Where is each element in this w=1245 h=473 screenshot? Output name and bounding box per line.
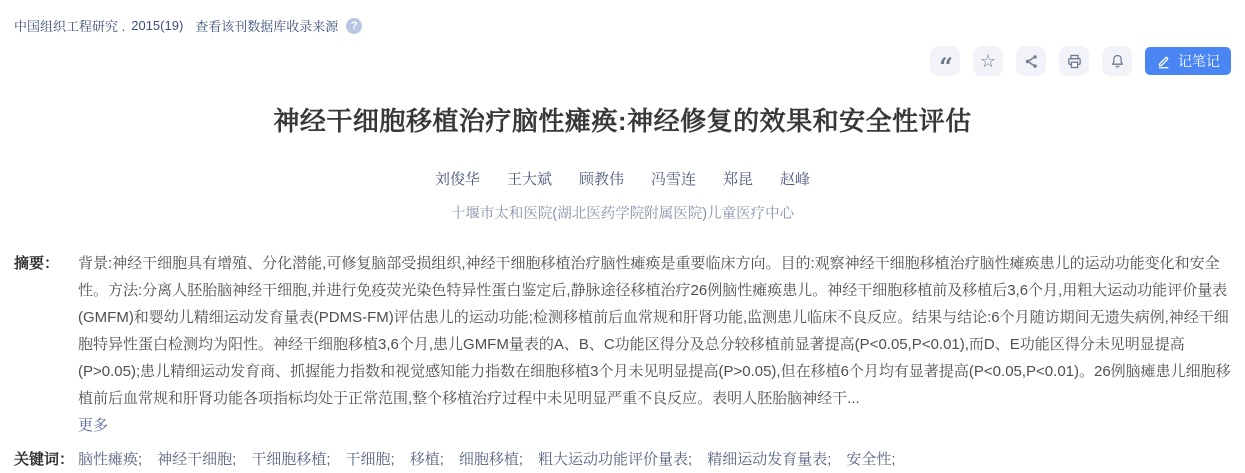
share-icon[interactable] <box>1016 46 1046 76</box>
keyword-link[interactable]: 粗大运动功能评价量表; <box>538 451 693 468</box>
author-link[interactable]: 冯雪连 <box>651 171 697 188</box>
take-notes-button[interactable] <box>1145 47 1231 75</box>
author-link[interactable]: 刘俊华 <box>434 171 480 188</box>
help-icon[interactable]: ? <box>346 18 362 34</box>
take-notes-label: 记笔记 <box>1178 53 1220 69</box>
more-link[interactable]: 更多 <box>78 417 109 434</box>
author-link[interactable]: 郑昆 <box>723 171 754 188</box>
author-link[interactable]: 顾教伟 <box>578 171 624 188</box>
journal-name-link[interactable]: 中国组织工程研究 . <box>14 19 126 34</box>
abstract-section <box>0 250 1245 439</box>
author-list <box>0 168 1245 189</box>
print-icon[interactable] <box>1059 46 1089 76</box>
keyword-link[interactable]: 细胞移植; <box>458 451 524 468</box>
keyword-link[interactable]: 神经干细胞; <box>157 451 237 468</box>
article-toolbar <box>930 46 1231 81</box>
quote-icon[interactable]: “ <box>930 46 960 76</box>
keywords-label: 关键词： <box>14 451 75 468</box>
abstract-label: 摘要： <box>14 255 60 272</box>
pencil-icon <box>1156 54 1171 69</box>
abstract-text: 背景:神经干细胞具有增殖、分化潜能,可修复脑部受损组织,神经干细胞移植治疗脑性瘫痪是重要临床方向。目的:观察神经干细胞移植治疗脑性瘫痪患儿的运动功能变化和安全性。方法:分离人胚胎脑神经干细胞,并进行免疫荧光染色特异性蛋白鉴定后,静脉途径移植治疗26例脑性瘫痪患儿。神经干细胞移植前及移植后3,6个月,用粗大运动功能评价量表(GMFM)和婴幼儿精细运动发育量表(PDMS-FM)评估患儿的运动功能;检测移植前后血常规和肝肾功能,监测患儿临床不良反应。结果与结论:6个月随访期间无遗失病例,神经干细胞特异性蛋白检测均为阳性。神经干细胞移植3,6个月,患儿GMFM量表的A、B、C功能区得分及总分较移植前显著提高(P<0.05,P<0.01),而D、E功能区得分未见明显提高(P>0.05);患儿精细运动发育商、抓握能力指数和视觉感知能力指数在细胞移植3个月未见明显提高(P>0.05),但在移植6个月均有显著提高(P<0.05,P<0.01)。26例脑瘫患儿细胞移植前后血常规和肝肾功能各项指标均处于正常范围,整个移植治疗过程中未见明显严重不良反应。表明人胚胎脑神经干... <box>78 255 1231 407</box>
keyword-link[interactable]: 干细胞移植; <box>251 451 331 468</box>
keyword-link[interactable]: 安全性; <box>846 451 896 468</box>
keyword-link[interactable]: 干细胞; <box>345 451 395 468</box>
keyword-link[interactable]: 脑性瘫痪; <box>78 451 143 468</box>
keyword-link[interactable]: 精细运动发育量表; <box>707 451 832 468</box>
journal-issue: 2015(19) <box>131 18 184 33</box>
keyword-link[interactable]: 移植; <box>409 451 444 468</box>
journal-info-bar <box>0 0 1245 35</box>
author-link[interactable]: 赵峰 <box>780 171 811 188</box>
bell-icon[interactable] <box>1102 46 1132 76</box>
keywords-section <box>0 446 1245 473</box>
star-icon[interactable]: ☆ <box>973 46 1003 76</box>
journal-source-link[interactable]: 查看该刊数据库收录来源 <box>195 19 339 34</box>
page-title: 神经干细胞移植治疗脑性瘫痪:神经修复的效果和安全性评估 <box>273 106 972 136</box>
affiliation: 十堰市太和医院(湖北医药学院附属医院)儿童医疗中心 <box>450 206 795 222</box>
keyword-list <box>78 446 1232 473</box>
author-link[interactable]: 王大斌 <box>506 171 552 188</box>
